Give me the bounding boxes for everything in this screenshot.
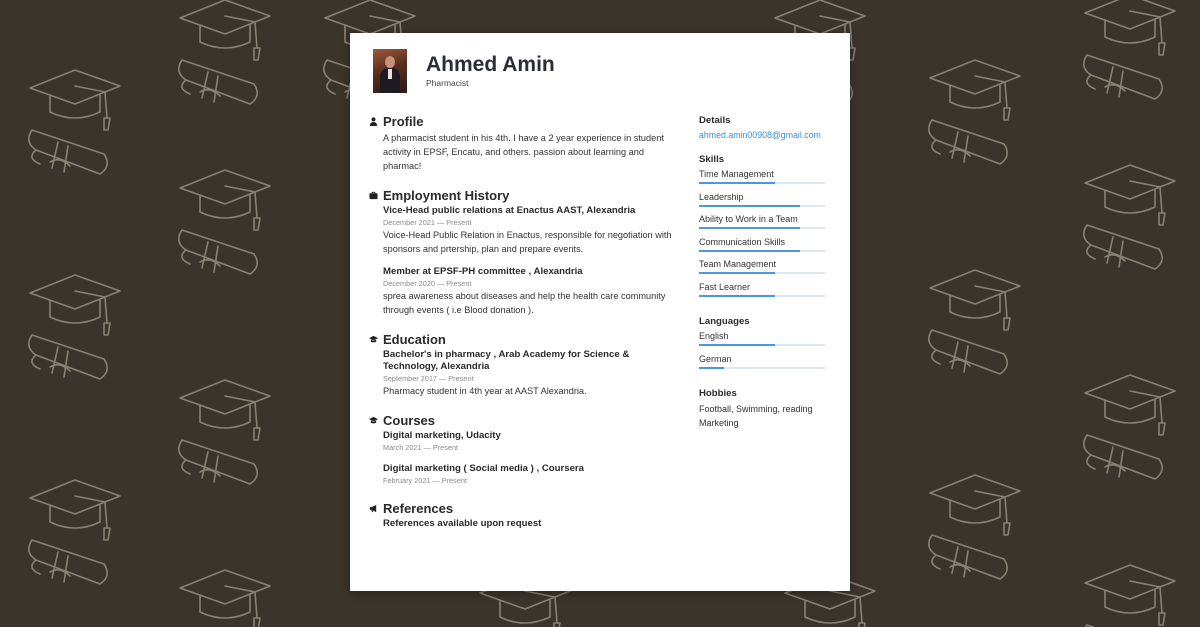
resume-header	[373, 48, 555, 93]
course-entry	[383, 430, 678, 453]
person-icon	[368, 116, 378, 126]
briefcase-icon	[368, 190, 378, 200]
languages-heading: Languages	[699, 316, 750, 327]
courses-section	[368, 412, 678, 486]
candidate-name: Ahmed Amin	[426, 53, 555, 76]
skill-bar	[699, 295, 825, 297]
skill-bar	[699, 250, 825, 252]
details-heading: Details	[699, 115, 731, 126]
entry-date: February 2021 — Present	[383, 476, 467, 485]
profile-section	[368, 113, 678, 173]
language-item	[699, 330, 826, 353]
avatar	[373, 49, 407, 93]
job-title: Pharmacist	[426, 78, 469, 88]
languages-block	[699, 316, 826, 375]
entry-description: Voice-Head Public Relation in Enactus, responsible for negotiation with sponsors and prtership, plan and prepare events.	[383, 230, 672, 254]
skill-label: Leadership	[699, 191, 744, 202]
resume-page	[350, 33, 850, 591]
section-title-education: Education	[383, 331, 446, 347]
section-title-employment: Employment History	[383, 187, 510, 203]
megaphone-icon	[368, 503, 378, 513]
skill-bar	[699, 182, 825, 184]
entry-description: sprea awareness about diseases and help the health care community through events ( i.e Blood donation ).	[383, 291, 666, 315]
skill-bar-fill	[699, 182, 775, 184]
education-entry	[383, 349, 678, 398]
language-label: English	[699, 331, 729, 341]
skill-bar	[699, 272, 825, 274]
sidebar-column	[699, 115, 826, 443]
language-bar	[699, 344, 825, 346]
details-block	[699, 115, 826, 141]
entry-date: December 2021 — Present	[383, 218, 472, 227]
skill-item	[699, 281, 826, 304]
graduation-cap-icon	[368, 415, 378, 425]
entry-title: Vice-Head public relations at Enactus AAST, Alexandria	[383, 205, 636, 216]
education-section	[368, 331, 678, 398]
language-bar-fill	[699, 344, 775, 346]
entry-title: Digital marketing ( Social media ) , Coursera	[383, 463, 584, 474]
profile-text: A pharmacist student in his 4th. I have a 2 year experience in student activity in EPSF, Encatu, and others. passion about learning and pharmac!	[383, 133, 664, 171]
skill-bar-fill	[699, 227, 800, 229]
skill-item	[699, 191, 826, 214]
skill-label: Team Management	[699, 259, 777, 269]
skill-bar-fill	[699, 272, 775, 274]
section-title-courses: Courses	[383, 412, 436, 428]
main-column	[368, 113, 678, 544]
language-bar	[699, 367, 825, 369]
skill-bar	[699, 227, 825, 229]
entry-title: Member at EPSF-PH committee , Alexandria	[383, 266, 583, 277]
course-entry	[383, 463, 678, 486]
skill-label: Ability to Work in a Team	[699, 214, 798, 224]
hobbies-block	[699, 388, 826, 430]
employment-section	[368, 187, 678, 317]
language-item	[699, 353, 826, 376]
email-link[interactable]: ahmed.amin00908@gmail.com	[699, 130, 821, 140]
section-title-profile: Profile	[383, 113, 424, 129]
hobbies-text: Football, Swimming, reading Marketing	[699, 404, 813, 428]
skill-bar-fill	[699, 295, 775, 297]
name-block	[426, 53, 555, 88]
entry-title: Digital marketing, Udacity	[383, 430, 501, 441]
skill-label: Communication Skills	[699, 236, 786, 247]
skill-label: Fast Learner	[699, 281, 751, 292]
references-text: References available upon request	[383, 518, 542, 529]
references-section	[368, 500, 678, 530]
skill-bar-fill	[699, 250, 800, 252]
skill-item	[699, 236, 826, 259]
graduation-cap-icon	[368, 334, 378, 344]
skill-label: Time Management	[699, 169, 774, 179]
language-bar-fill	[699, 367, 724, 369]
entry-title: Bachelor's in pharmacy , Arab Academy for Science & Technology, Alexandria	[383, 349, 630, 372]
entry-description: Pharmacy student in 4th year at AAST Alexandria.	[383, 386, 587, 396]
skills-block	[699, 154, 826, 303]
skill-item	[699, 168, 826, 191]
section-title-references: References	[383, 500, 454, 516]
skill-item	[699, 213, 826, 236]
skill-bar	[699, 205, 825, 207]
language-label: German	[699, 353, 732, 364]
entry-date: September 2017 — Present	[383, 374, 474, 383]
entry-date: December 2020 — Present	[383, 279, 472, 288]
employment-entry	[383, 205, 678, 256]
hobbies-heading: Hobbies	[699, 388, 737, 399]
employment-entry	[383, 266, 678, 317]
entry-date: March 2021 — Present	[383, 443, 459, 452]
skills-heading: Skills	[699, 154, 725, 165]
skill-item	[699, 258, 826, 281]
skill-bar-fill	[699, 205, 800, 207]
